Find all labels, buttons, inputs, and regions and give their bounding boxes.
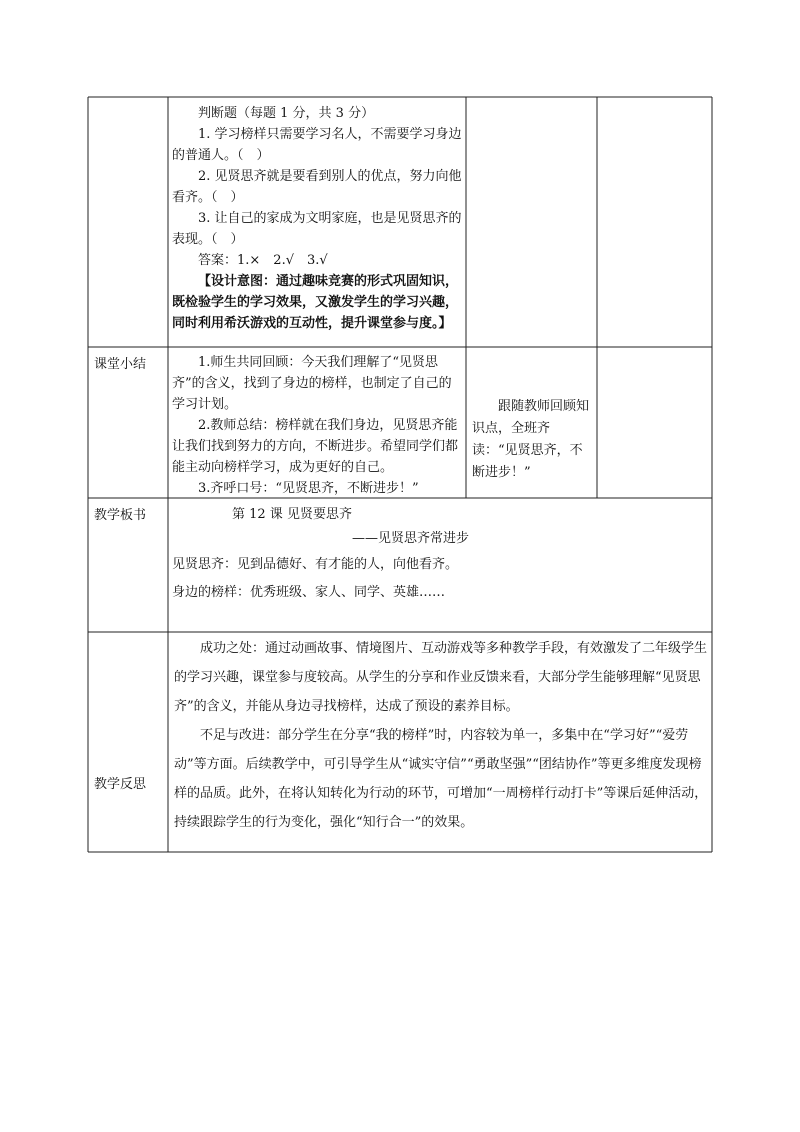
- board-line-2: 身边的榜样：优秀班级、家人、同学、英雄……: [172, 585, 446, 600]
- quiz-question-1: 1. 学习榜样只需要学习名人，不需要学习身边的普通人。（ ）: [172, 127, 462, 163]
- quiz-title: 判断题（每题 1 分，共 3 分）: [198, 106, 375, 121]
- board-cell: [172, 503, 708, 629]
- board-title: 第 12 课 见贤要思齐: [232, 507, 352, 522]
- quiz-answer: 答案：1.× 2.√ 3.√: [198, 253, 328, 268]
- summary-item-1: 1.师生共同回顾：今天我们理解了“见贤思齐”的含义，找到了身边的榜样，也制定了自己的学习计划。: [172, 355, 452, 412]
- quiz-question-3: 3. 让自己的家成为文明家庭，也是见贤思齐的表现。（ ）: [172, 211, 462, 247]
- board-subtitle: ——见贤思齐常进步: [352, 531, 470, 546]
- board-label: 教学板书: [94, 508, 147, 523]
- reflection-label: 教学反思: [94, 777, 147, 792]
- reflection-improve: 不足与改进：部分学生在分享“我的榜样”时，内容较为单一，多集中在“学习好”“爱劳动”等方面。后续教学中，可引导学生从“诚实守信”“勇敢坚强”“团结协作”等更多维度发现榜样的品质。此外，在将认知转化为行动的环节，可增加“一周榜样行动打卡”等课后延伸活动，持续跟踪学生的行为变化，强化“知行合一”的效果。: [174, 728, 708, 830]
- reflection-cell: [174, 634, 708, 850]
- student-activity-cell: [472, 396, 594, 484]
- student-activity-text: 跟随教师回顾知识点，全班齐读：“见贤思齐，不断进步！”: [472, 399, 590, 480]
- quiz-question-2: 2. 见贤思齐就是要看到别人的优点，努力向他看齐。（ ）: [172, 169, 462, 205]
- summary-label: 课堂小结: [94, 357, 147, 372]
- summary-item-2: 2.教师总结：榜样就在我们身边，见贤思齐能让我们找到努力的方向，不断进步。希望同学们都能主动向榜样学习，成为更好的自己。: [172, 418, 459, 475]
- board-line-1: 见贤思齐：见到品德好、有才能的人，向他看齐。: [172, 557, 459, 572]
- summary-item-3: 3.齐呼口号：“见贤思齐，不断进步！”: [198, 481, 419, 496]
- reflection-success: 成功之处：通过动画故事、情境图片、互动游戏等多种教学手段，有效激发了二年级学生的学习兴趣，课堂参与度较高。从学生的分享和作业反馈来看，大部分学生能够理解“见贤思齐”的含义，并能从身边寻找榜样，达成了预设的素养目标。: [174, 641, 708, 714]
- design-intent: 【设计意图：通过趣味竞赛的形式巩固知识，既检验学生的学习效果，又激发学生的学习兴趣，同时利用希沃游戏的互动性，提升课堂参与度。】: [172, 274, 459, 331]
- summary-cell: [172, 352, 462, 496]
- quiz-cell: [172, 103, 462, 345]
